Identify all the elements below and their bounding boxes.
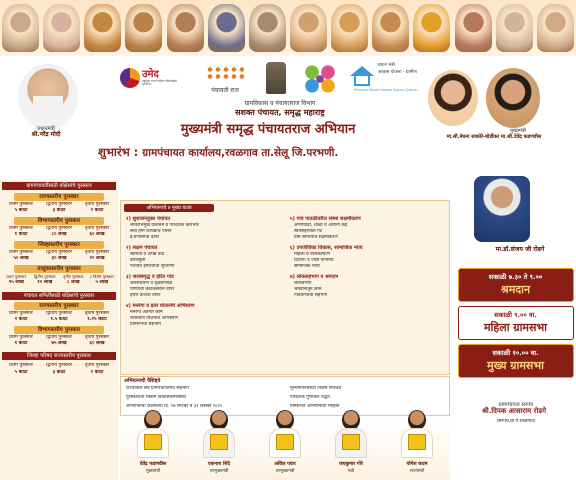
taluka-award-tier: तृतीय पुरस्कार: [63, 274, 84, 279]
component-title: ३) जलसमृद्ध व हरित गाव: [126, 274, 174, 280]
component-line: ग्राम समित्यांचे सक्षमीकरण: [294, 235, 338, 240]
ps-division-award-amount: १ कोटी: [14, 341, 28, 346]
component-title: १) सुशासनयुक्त पंचायत: [126, 216, 171, 222]
leader-head: [276, 410, 294, 430]
division-award-amount: ६० लाख: [89, 232, 105, 237]
component-title: ४) मनरेगा व इतर योजनांचे अभिसरण: [126, 303, 195, 309]
leader-role: मुख्यमंत्री: [146, 469, 160, 474]
state-award-amount: ३ कोटी: [52, 208, 66, 213]
component-line: महिला व बालकल्याण: [294, 252, 330, 257]
ps-division-award-tier: तृतीय पुरस्कार: [84, 335, 110, 340]
strip-portrait-3: [84, 4, 121, 52]
taluka-award-amount: ५ लाख: [95, 280, 109, 285]
cm-portrait: [486, 68, 540, 128]
component-line: इ-प्रणालींचा वापर: [130, 235, 160, 240]
feature-right: मूल्यमापनासाठी निकष निश्चित: [290, 386, 342, 391]
strip-portrait-6: [208, 4, 245, 52]
component-line: सामाजिक न्याय: [294, 264, 320, 269]
leader-book-icon: [408, 434, 426, 450]
leader-name: जयकुमार गोरे: [339, 462, 363, 467]
leader-name: अजित पवार: [274, 462, 296, 467]
strip-portrait-5: [167, 4, 204, 52]
taluka-award-head: तालुकास्तरीय पुरस्कार: [14, 265, 104, 273]
ps-head: पंचायत समितींसाठी बक्षिसांचे पुरस्कार: [2, 292, 116, 300]
zp-tier: प्रथम पुरस्कार: [9, 363, 33, 368]
schedule-event: महिला ग्रामसभा: [483, 321, 548, 334]
zp-amount: ३ कोटी: [52, 370, 66, 375]
strip-portrait-10: [372, 4, 409, 52]
sarpanch-name: श्री.दिपक आसाराम रोडगे: [481, 407, 547, 415]
ps-state-award-tier: तृतीय पुरस्कार: [84, 311, 110, 316]
state-award-amount: २ कोटी: [90, 208, 104, 213]
component-line: श्रमदानातून कामे: [294, 287, 322, 292]
pmay-logo: [350, 62, 420, 98]
strip-portrait-4: [125, 4, 162, 52]
dept-line: ग्रामविकास व पंचायतराज विभाग: [244, 100, 316, 107]
zp-amount: ५ कोटी: [14, 370, 28, 375]
leader-book-icon: [276, 434, 294, 450]
umed-title: उमेद: [142, 69, 159, 80]
leader-name: योगेश कदम: [406, 462, 428, 467]
division-award-tier: तृतीय पुरस्कार: [84, 226, 110, 231]
launch-place: ग्रामपंचायत कार्यालय,रवळगाव ता.सेलू जि.परभणी.: [142, 147, 339, 159]
division-award-tier: द्वितीय पुरस्कार: [46, 226, 72, 231]
campaign-title: मुख्यमंत्री समृद्ध पंचायतराज अभियान: [180, 122, 356, 137]
feature-right: ग्रामसभेत अभियानाची माहिती: [290, 404, 340, 409]
zp-tier: द्वितीय पुरस्कार: [46, 363, 72, 368]
state-award-tier: तृतीय पुरस्कार: [84, 202, 110, 207]
component-title: ६) उपजीविका विकास, सामाजिक न्याय: [290, 245, 363, 251]
strip-portrait-13: [496, 4, 533, 52]
component-title: ५) गाव पातळीवरील संस्था सक्षमीकरण: [290, 216, 361, 222]
ps-state-award-amount: १.५ कोटी: [50, 317, 68, 322]
strip-portrait-1: [2, 4, 39, 52]
schedule-event: मुख्य ग्रामसभा: [487, 359, 544, 372]
awards-main-head: ग्रामपंचायतींसाठी बक्षिसांचे पुरस्कार: [2, 182, 116, 190]
state-emblem-icon: [266, 62, 286, 94]
leader-book-icon: [144, 434, 162, 450]
minister-portrait: [428, 70, 478, 126]
house-icon: [350, 66, 374, 76]
division-award-tier: प्रथम पुरस्कार: [9, 226, 33, 231]
component-title: २) सक्षम पंचायत: [126, 245, 158, 251]
component-line: ग्रामसभेचा सहभाग: [130, 322, 161, 327]
leader-role: उपमुख्यमंत्री: [275, 469, 295, 474]
taluka-award-amount: ८ लाख: [66, 280, 80, 285]
ps-state-award-amount: २ कोटी: [14, 317, 28, 322]
ps-division-award-tier: द्वितीय पुरस्कार: [46, 335, 72, 340]
zp-amount: २ कोटी: [90, 370, 104, 375]
panchayat-raj-label: पंचायती राज: [211, 87, 239, 94]
leader-name: देवेंद्र फडणवीस: [139, 462, 167, 467]
leader-head: [342, 410, 360, 430]
schedule-time: सकाळी ९.०० वा.: [494, 311, 537, 319]
component-line: स्वनिधी व उत्पन्न वाढ: [130, 252, 165, 257]
schedule-box-2: [458, 306, 574, 340]
strip-portrait-7: [249, 4, 286, 52]
sarpanch-role: ग्रामपंचायत सरपंच: [498, 402, 534, 408]
strip-portrait-14: [537, 4, 574, 52]
state-award-tier: प्रथम पुरस्कार: [9, 202, 33, 207]
component-title: ७) लोकसहभाग व श्रमदान: [290, 274, 339, 280]
district-award-amount: २० लाख: [89, 256, 105, 261]
strip-portrait-12: [455, 4, 492, 52]
components-head: अभियानाचे ७ मुख्य घटक: [124, 204, 214, 212]
pm-role: प्रधानमंत्री: [37, 126, 55, 132]
schedule-box-3: [458, 344, 574, 378]
taluka-award-tier: द्वितीय पुरस्कार: [34, 274, 56, 279]
ps-state-award-tier: प्रथम पुरस्कार: [9, 311, 33, 316]
taluka-award-amount: १२ लाख: [37, 280, 53, 285]
ps-division-award-tier: प्रथम पुरस्कार: [9, 335, 33, 340]
leader-role: उपमुख्यमंत्री: [209, 469, 229, 474]
pmay-line3: Pradhan Mantri Awaas Yojana-Gramin: [354, 88, 418, 92]
features-head: अभियानाची वैशिष्ट्ये: [124, 378, 161, 384]
component-line: मनरेगा अंतर्गत कामे: [130, 310, 163, 315]
schedule-time: सकाळी १०.०० वा.: [492, 349, 539, 357]
ps-division-award-amount: ६० लाख: [89, 341, 105, 346]
leader-head: [144, 410, 162, 430]
component-line: शासकीय योजनांचे अभिसरण: [130, 316, 178, 321]
slogan: सशक्त पंचायत, समृद्ध महाराष्ट्र: [235, 108, 325, 117]
ps-division-award-head: विभागस्तरीय पुरस्कार: [14, 326, 104, 334]
leader-role: राज्यमंत्री: [409, 469, 425, 474]
leader-head: [408, 410, 426, 430]
cm-role: मुख्यमंत्री: [510, 128, 526, 134]
component-line: स्वयंसहाय्यता गट: [294, 229, 323, 234]
strip-portrait-8: [290, 4, 327, 52]
component-line: जलसंधारण व वृक्षलागवड: [130, 281, 173, 286]
launch-lead: शुभारंभ :: [98, 145, 139, 159]
nrlm-logo-icon: [300, 62, 340, 96]
state-award-amount: ५ कोटी: [14, 208, 28, 213]
feature-right: पारदर्शक गुणांकन पद्धत: [290, 395, 330, 400]
division-award-amount: १ कोटी: [14, 232, 28, 237]
district-award-amount: ३० लाख: [51, 256, 67, 261]
panchayat-raj-logo: [196, 64, 254, 98]
district-award-amount: ५० लाख: [13, 256, 29, 261]
state-award-tier: द्वितीय पुरस्कार: [46, 202, 72, 207]
schedule-box-1: [458, 268, 574, 302]
component-line: लोकवर्गणी: [294, 281, 312, 286]
division-award-amount: ८० लाख: [51, 232, 67, 237]
leader-role: मंत्री: [347, 469, 355, 474]
taluka-award-amount: १५ लाख: [8, 280, 24, 285]
cm-names: मा.सौ.मेघना साकोरे-बोर्डीकर मा.श्री.देवेंद्र फडणवीस: [446, 134, 542, 140]
house-body-icon: [354, 76, 370, 86]
guardian-portrait: [474, 176, 530, 242]
ps-division-award-amount: ७५ लाख: [51, 341, 67, 346]
component-line: पंचायत इमारतीची सुधारणा: [130, 264, 175, 269]
leader-head: [210, 410, 228, 430]
division-award-head: विभागस्तरीय पुरस्कार: [14, 217, 104, 225]
component-line: सेवा हमी कायद्याचे पालन: [130, 229, 172, 234]
leader-book-icon: [342, 434, 360, 450]
component-line: करवसुली: [130, 258, 146, 263]
guardian-name: मा.डॉ.संजय जी रोडगे: [495, 246, 545, 253]
umed-logo: [120, 66, 180, 94]
pmay-line1: प्रधान मंत्री: [378, 63, 395, 68]
ps-state-award-amount: १.२५ कोटी: [87, 317, 107, 322]
feature-left: अभियानाचा कालावधी दि. १७ सप्टेंबर ते ३१ डिसेंबर २०२५: [126, 404, 223, 409]
ps-state-award-head: राज्यस्तरीय पुरस्कार: [14, 302, 104, 310]
component-line: पाण्याचा काटकसरीने वापर: [130, 287, 175, 292]
pmay-line2: आवास योजना - ग्रामीण: [378, 70, 417, 75]
schedule-event: श्रमदान: [500, 283, 531, 296]
taluka-award-tier: प्रथम पुरस्कार: [6, 274, 27, 279]
pm-name: श्री.नरेंद्र मोदी: [31, 131, 61, 138]
component-line: अंगणवाडी, शाळा व आरोग्य केंद्र: [294, 223, 348, 228]
leader-book-icon: [210, 434, 228, 450]
leader-name: एकनाथ शिंदे: [207, 462, 231, 467]
panchayat-dots-icon: [206, 66, 244, 80]
schedule-time: सकाळी ७.३० ते ९.००: [488, 273, 543, 281]
component-line: हरित ऊर्जेचा वापर: [130, 293, 161, 298]
zp-head: जिल्हा परिषद राज्यस्तरीय पुरस्कार: [2, 352, 116, 360]
district-award-tier: द्वितीय पुरस्कार: [46, 250, 72, 255]
feature-left: राज्यातील सर्व ग्रामपंचायतींचा सहभाग: [126, 386, 189, 391]
umed-emblem-icon: [120, 68, 140, 88]
district-award-tier: प्रथम पुरस्कार: [9, 250, 33, 255]
sarpanch-sub: (सरपंच,ग्रा.पं.रवळगाव): [496, 419, 536, 424]
ps-state-award-tier: द्वितीय पुरस्कार: [46, 311, 72, 316]
launch-line: [98, 145, 458, 160]
component-line: गावकऱ्यांचा सहभाग: [294, 293, 328, 298]
strip-portrait-2: [43, 4, 80, 52]
strip-portrait-11: [413, 4, 450, 52]
state-award-head: राज्यस्तरीय पुरस्कार: [14, 193, 104, 201]
umed-sub: महाराष्ट्र राज्य ग्रामीण जीवनोन्नती अभियान: [142, 79, 177, 87]
district-award-head: जिल्हास्तरीय पुरस्कार: [14, 241, 104, 249]
feature-left: पुरस्कारांची रक्कम विकासकामांसाठी: [126, 395, 187, 400]
zp-tier: तृतीय पुरस्कार: [84, 363, 110, 368]
taluka-award-tier: ३ विशेष पुरस्कार: [89, 274, 114, 279]
strip-portrait-9: [331, 4, 368, 52]
component-line: लोकाभिमुख प्रशासन व पारदर्शक कारभार: [130, 223, 199, 228]
component-line: दिव्यांग व ज्येष्ठ नागरिक: [294, 258, 334, 263]
district-award-tier: तृतीय पुरस्कार: [84, 250, 110, 255]
